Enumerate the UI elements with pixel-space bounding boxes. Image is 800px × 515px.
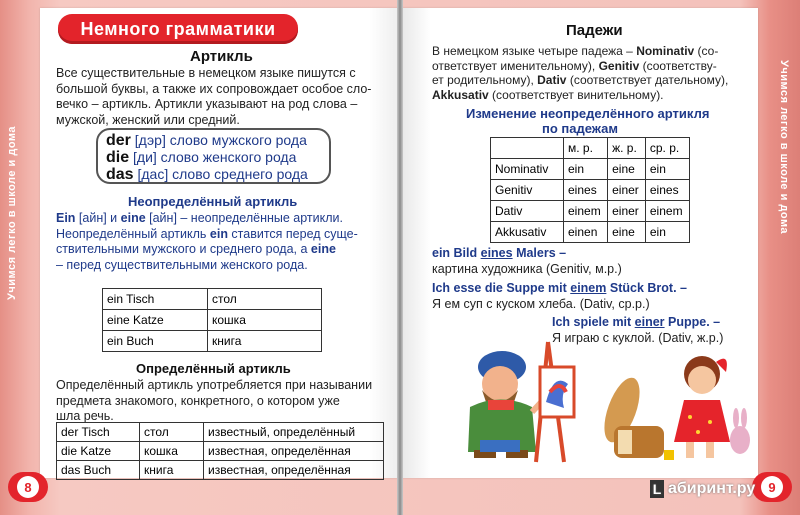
definite-table — [56, 422, 384, 480]
case-name: Dativ — [537, 73, 567, 87]
example-2-de — [432, 281, 687, 297]
table-cell: ein — [645, 222, 689, 243]
table-cell: ein Buch — [103, 331, 208, 352]
table-row — [103, 310, 322, 331]
girl-illustration — [674, 356, 730, 458]
table-cell: einer — [608, 180, 646, 201]
table-cell: книга — [140, 461, 204, 480]
indef-line — [56, 211, 386, 227]
example-text: Ich esse die Suppe mit — [432, 281, 571, 295]
def-line: Определённый артикль употребляется при назывании — [56, 378, 373, 392]
def-line: предмета знакомого, конкретного, о котором уже — [56, 393, 340, 408]
table-cell: известная, определённая — [204, 442, 384, 461]
table-row — [491, 222, 690, 243]
logo-text: абиринт.ру — [668, 480, 756, 497]
example-3-ru: Я играю с куклой. (Dativ, ж.р.) — [552, 331, 724, 345]
table-title-2: по падежам — [542, 121, 619, 136]
example-text: Puppe. – — [664, 315, 721, 329]
example-text: ein Bild — [432, 246, 481, 260]
cases-text: (со- — [694, 44, 719, 58]
example-text: Malers – — [512, 246, 567, 260]
case-name: Genitiv — [598, 58, 640, 73]
table-cell: einem — [645, 201, 689, 222]
table-cell: die Katze — [57, 442, 140, 461]
article-intro — [56, 66, 386, 128]
intro-line: большой буквы, а также их сопровождает особое сло- — [56, 81, 372, 96]
article-desc: [ди] слово женского рода — [133, 149, 297, 165]
table-row — [491, 201, 690, 222]
example-article: einem — [570, 281, 607, 295]
table-cell: ein — [564, 159, 608, 180]
section-banner: Немного грамматики — [58, 14, 298, 44]
intro-line: вечко – артикль. Артикли указывают на род слова – — [56, 97, 358, 111]
indef-text: [айн] и — [75, 211, 121, 225]
page-number-left — [8, 472, 48, 502]
case-name: Nominativ — [636, 44, 695, 58]
cases-title: Падежи — [566, 22, 623, 39]
illustration — [440, 322, 760, 472]
cases-text: (соответству- — [639, 58, 717, 73]
logo-mark: L — [650, 480, 664, 498]
intro-line: Все существительные в немецком языке пишутся с — [56, 66, 356, 80]
table-row — [57, 423, 384, 442]
cases-line — [432, 59, 752, 74]
article-das — [106, 166, 321, 183]
table-cell: einem — [564, 201, 608, 222]
table-cell: eine Katze — [103, 310, 208, 331]
page-number-value: 9 — [761, 476, 783, 498]
side-caption-right: Учимся легко в школе и дома — [778, 60, 790, 235]
table-cell: einen — [564, 222, 608, 243]
table-cell: стол — [208, 289, 322, 310]
article-word: der — [106, 132, 131, 149]
table-cell: eines — [645, 180, 689, 201]
table-cell: ein — [645, 159, 689, 180]
bread-illustration — [597, 373, 664, 458]
table-cell: einer — [608, 201, 646, 222]
indef-word: eine — [120, 211, 146, 225]
table-cell: книга — [208, 331, 322, 352]
article-title: Артикль — [190, 48, 253, 65]
indef-word: ein — [209, 226, 228, 241]
table-header-row — [491, 138, 690, 159]
table-cell: м. р. — [564, 138, 608, 159]
table-cell: eines — [564, 180, 608, 201]
table-cell: кошка — [208, 310, 322, 331]
table-cell: кошка — [140, 442, 204, 461]
indef-line: – перед существительными женского рода. — [56, 257, 308, 272]
indef-text: Неопределённый артикль — [56, 226, 210, 241]
def-line: шла речь. — [56, 409, 114, 423]
case-name: Akkusativ — [432, 87, 489, 102]
table-cell: ср. р. — [645, 138, 689, 159]
table-cell: известный, определённый — [204, 423, 384, 442]
definite-title: Определённый артикль — [136, 361, 291, 376]
cases-line — [432, 44, 752, 59]
easel-illustration — [536, 342, 574, 462]
cases-line — [432, 88, 752, 103]
side-caption-left: Учимся легко в школе и дома — [6, 125, 18, 300]
table-row — [491, 159, 690, 180]
indef-text: [айн] – неопределённые артикли. — [145, 211, 344, 225]
table-cell: ж. р. — [608, 138, 646, 159]
table-cell: Akkusativ — [491, 222, 564, 243]
indefinite-title: Неопределённый артикль — [128, 194, 298, 209]
definite-text — [56, 378, 384, 425]
article-desc: [дэр] слово мужского рода — [134, 132, 307, 148]
indef-text: ствительными мужского и среднего рода, а — [56, 242, 311, 256]
cases-text: ответствует именительному), — [432, 58, 599, 73]
table-cell: Genitiv — [491, 180, 564, 201]
example-text: Ich spiele mit — [552, 315, 635, 329]
cases-intro — [432, 44, 752, 102]
indefinite-text — [56, 211, 386, 273]
table-cell: Dativ — [491, 201, 564, 222]
example-1-ru: картина художника (Genitiv, м.р.) — [432, 262, 622, 276]
table-cell: Nominativ — [491, 159, 564, 180]
table-cell: ein Tisch — [103, 289, 208, 310]
indefinite-table — [102, 288, 322, 352]
indef-text: ставится перед суще- — [227, 226, 358, 241]
declension-table — [490, 137, 690, 243]
table-row — [57, 442, 384, 461]
article-desc: [дас] слово среднего рода — [137, 166, 308, 182]
indef-line — [56, 242, 386, 258]
table-cell: eine — [608, 159, 646, 180]
example-1-de — [432, 246, 566, 262]
page-number-right — [752, 472, 792, 502]
toy-blocks — [664, 450, 674, 460]
article-die — [106, 149, 321, 166]
table-row — [491, 180, 690, 201]
example-2-ru: Я ем суп с куском хлеба. (Dativ, ср.р.) — [432, 297, 650, 311]
table-cell: der Tisch — [57, 423, 140, 442]
cases-text: ет родительному), — [432, 73, 538, 87]
article-word: das — [106, 166, 134, 183]
table-title-1: Изменение неопределённого артикля — [466, 106, 710, 121]
cases-text: (соответствует винительному). — [488, 87, 664, 102]
article-der — [106, 132, 321, 149]
page-number-value: 8 — [17, 476, 39, 498]
bunny-toy-illustration — [730, 408, 750, 454]
table-cell — [491, 138, 564, 159]
cases-text: (соответствует дательному), — [566, 73, 729, 87]
table-cell: das Buch — [57, 461, 140, 480]
labirint-logo — [650, 480, 755, 498]
table-cell: известная, определённая — [204, 461, 384, 480]
example-text: Stück Brot. – — [606, 281, 687, 295]
article-box — [96, 128, 331, 184]
indef-line — [56, 227, 386, 243]
table-cell: стол — [140, 423, 204, 442]
indef-word: eine — [310, 242, 336, 256]
book-spine — [397, 0, 403, 515]
table-cell: eine — [608, 222, 646, 243]
example-article: eines — [480, 246, 513, 260]
cases-text: В немецком языке четыре падежа – — [432, 44, 637, 58]
article-word: die — [106, 149, 130, 166]
table-row — [57, 461, 384, 480]
cases-line — [432, 73, 752, 88]
table-row — [103, 331, 322, 352]
indef-word: Ein — [56, 211, 76, 225]
table-row — [103, 289, 322, 310]
intro-line: мужской, женский или средний. — [56, 112, 240, 127]
example-article: einer — [634, 315, 665, 329]
